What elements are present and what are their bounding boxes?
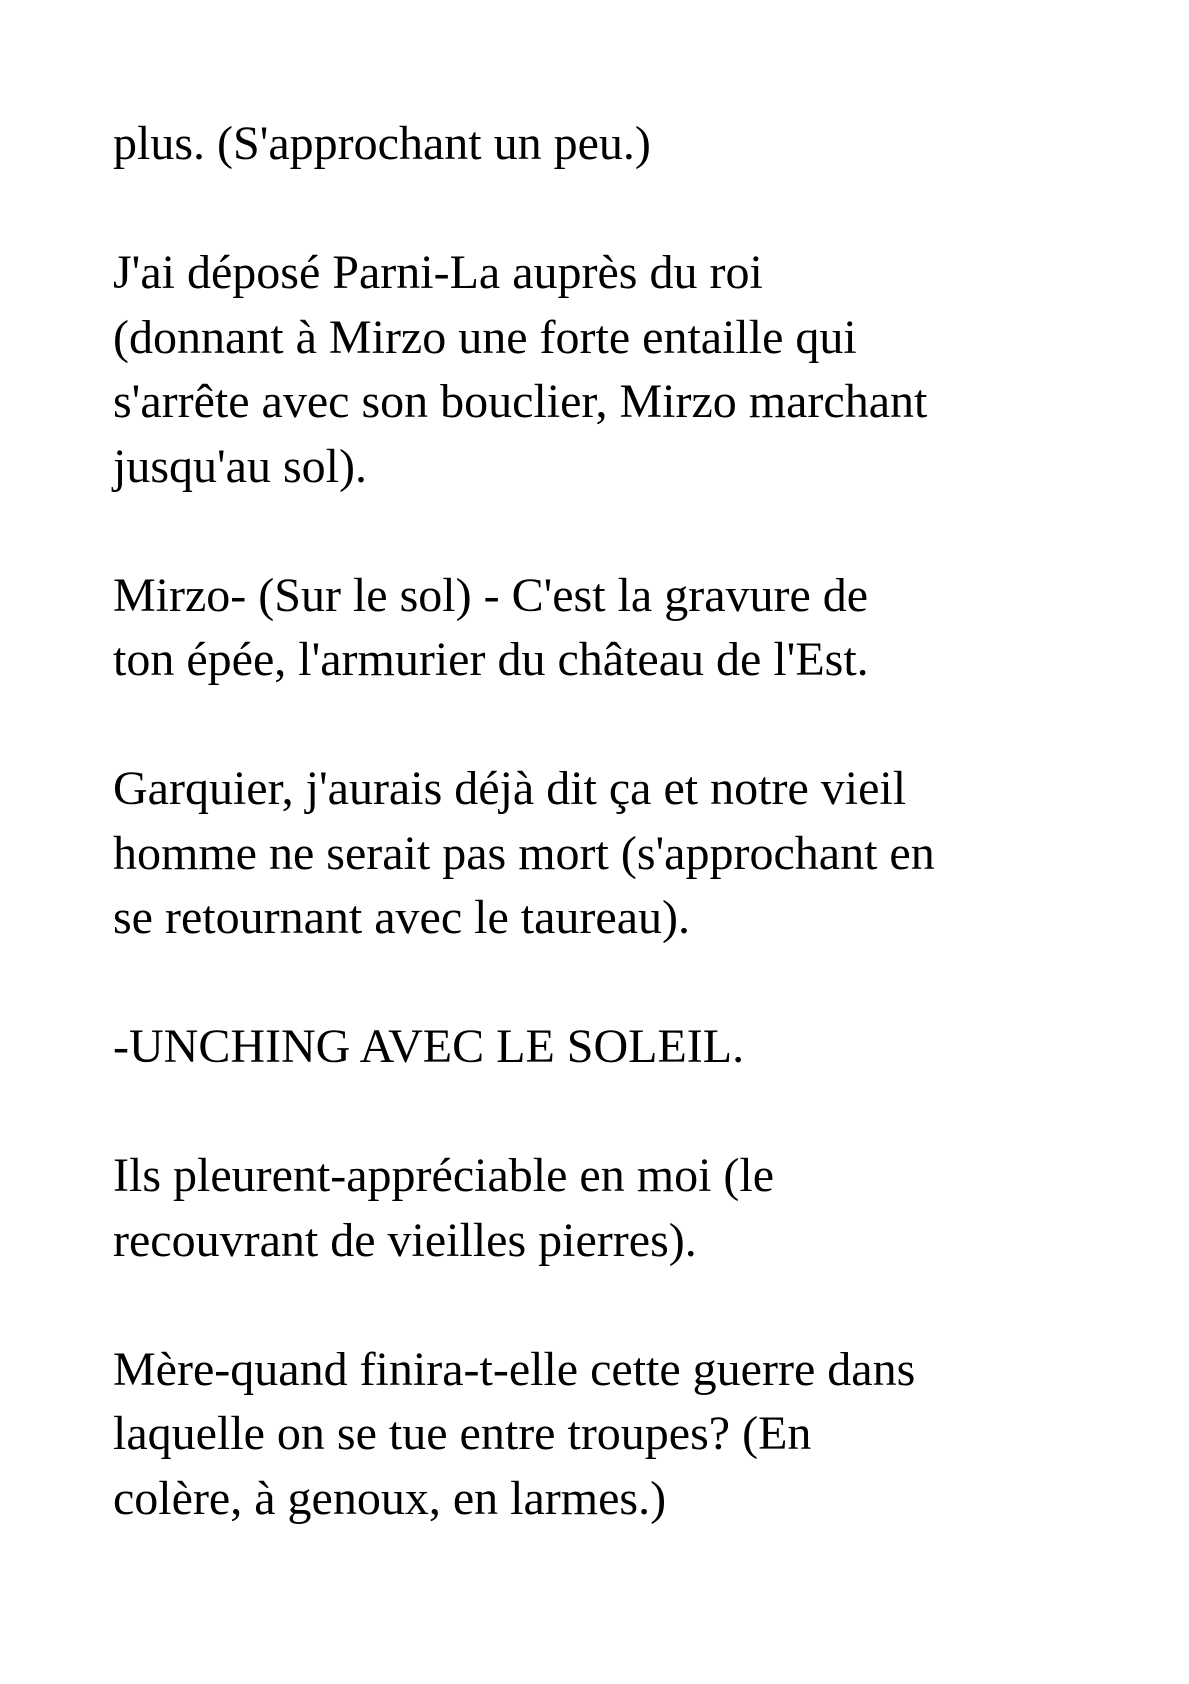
document-body <box>113 112 1113 1596</box>
text-line: jusqu'au sol). <box>113 439 367 493</box>
text-line: se retournant avec le taureau). <box>113 891 691 944</box>
text-line: Mirzo- (Sur le sol) - C'est la gravure de <box>113 568 869 622</box>
text-line: plus. (S'approchant un peu.) <box>113 117 651 170</box>
paragraph-2 <box>113 241 1113 499</box>
text-line: ton épée, l'armurier du château de l'Est. <box>113 633 869 686</box>
text-line: (donnant à Mirzo une forte entaille qui <box>113 310 857 364</box>
text-line: homme ne serait pas mort (s'approchant en <box>113 826 935 880</box>
text-line: Garquier, j'aurais déjà dit ça et notre vieil <box>113 762 907 815</box>
text-line: Mère-quand finira-t-elle cette guerre dans <box>113 1342 916 1396</box>
paragraph-1 <box>113 112 1113 177</box>
paragraph-4 <box>113 757 1113 951</box>
text-line: s'arrête avec son bouclier, Mirzo marchant <box>113 375 928 428</box>
text-line: J'ai déposé Parni-La auprès du roi <box>113 246 763 299</box>
text-line: -UNCHING AVEC LE SOLEIL. <box>113 1020 745 1073</box>
text-line: laquelle on se tue entre troupes? (En <box>113 1407 812 1460</box>
text-line: Ils pleurent-appréciable en moi (le <box>113 1149 775 1202</box>
paragraph-3 <box>113 564 1113 693</box>
paragraph-7 <box>113 1338 1113 1532</box>
paragraph-6 <box>113 1144 1113 1273</box>
text-line: recouvrant de vieilles pierres). <box>113 1213 697 1267</box>
text-line: colère, à genoux, en larmes.) <box>113 1471 667 1525</box>
paragraph-5 <box>113 1015 1113 1080</box>
